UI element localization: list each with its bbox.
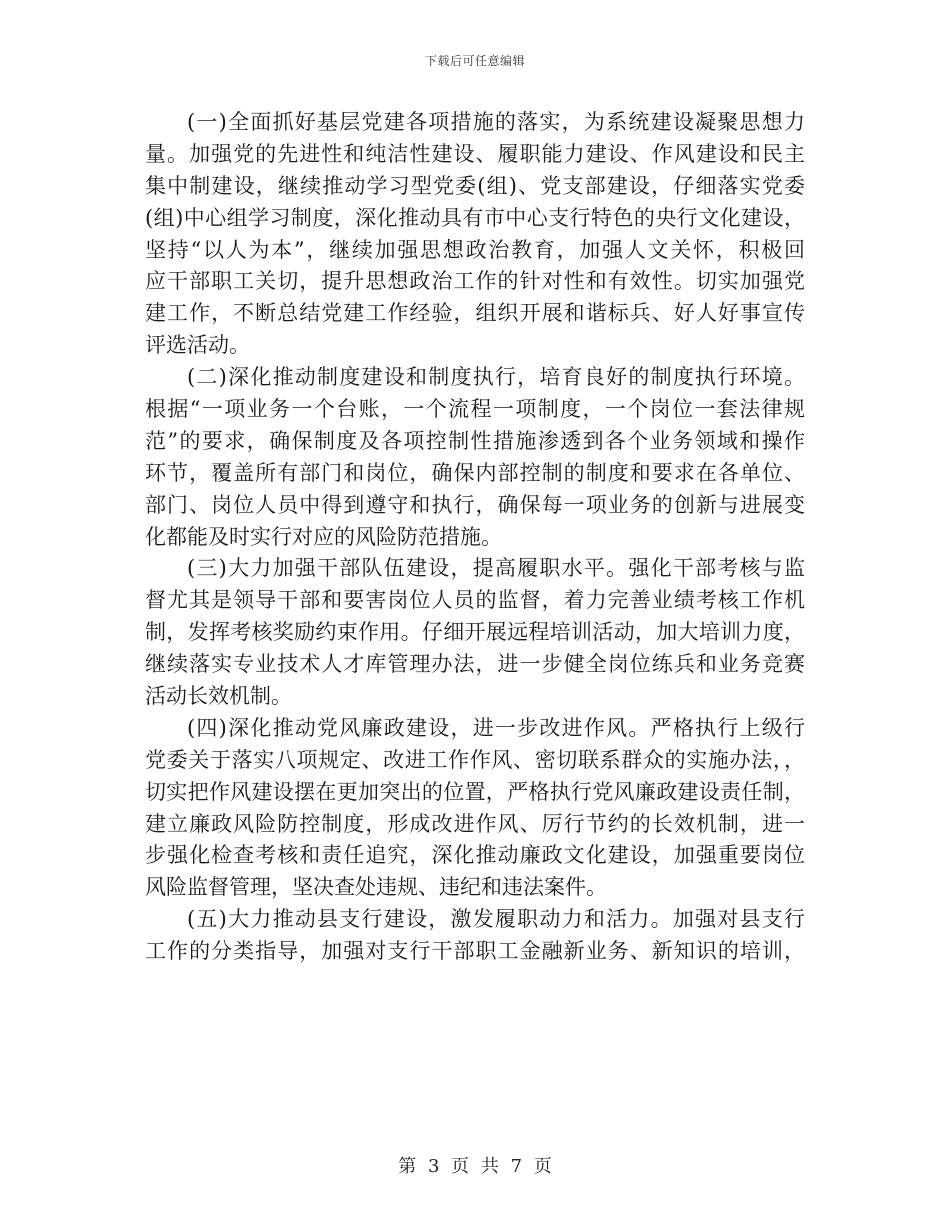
paragraph-line: 环节，覆盖所有部门和岗位，确保内部控制的制度和要求在各单位、 bbox=[145, 460, 805, 485]
paragraph-line: 量。加强党的先进性和纯洁性建设、履职能力建设、作风建设和民主 bbox=[145, 141, 805, 166]
paragraph-line: 风险监督管理，坚决查处违规、违纪和违法案件。 bbox=[145, 875, 607, 900]
paragraph-line: 部门、岗位人员中得到遵守和执行，确保每一项业务的创新与进展变 bbox=[145, 492, 805, 517]
paragraph-line: 活动长效机制。 bbox=[145, 684, 292, 709]
paragraph-line: 督尤其是领导干部和要害岗位人员的监督，着力完善业绩考核工作机 bbox=[145, 588, 805, 613]
paragraph-line: 制，发挥考核奖励约束作用。仔细开展远程培训活动，加大培训力度， bbox=[145, 620, 805, 645]
paragraph-line: 范”的要求，确保制度及各项控制性措施渗透到各个业务领域和操作 bbox=[145, 428, 805, 453]
paragraph-line: 切实把作风建设摆在更加突出的位置，严格执行党风廉政建设责任制， bbox=[145, 779, 805, 804]
paragraph-first-line: (三)大力加强干部队伍建设，提高履职水平。强化干部考核与监 bbox=[187, 556, 805, 581]
paragraph-line: 工作的分类指导，加强对支行干部职工金融新业务、新知识的培训， bbox=[145, 939, 805, 964]
paragraph-line: 建工作，不断总结党建工作经验，组织开展和谐标兵、好人好事宣传 bbox=[145, 301, 805, 326]
paragraph-line: 化都能及时实行对应的风险防范措施。 bbox=[145, 524, 502, 549]
paragraph-line: 建立廉政风险防控制度，形成改进作风、厉行节约的长效机制，进一 bbox=[145, 811, 805, 836]
paragraph-first-line: (二)深化推动制度建设和制度执行，培育良好的制度执行环境。 bbox=[187, 365, 805, 390]
paragraph-line: 评选活动。 bbox=[145, 333, 250, 358]
paragraph-first-line: (五)大力推动县支行建设，激发履职动力和活力。加强对县支行 bbox=[187, 907, 805, 932]
paragraph-line: 应干部职工关切，提升思想政治工作的针对性和有效性。切实加强党 bbox=[145, 269, 805, 294]
page-footer: 第 3 页 共 7 页 bbox=[398, 1156, 552, 1177]
paragraph-line: (组)中心组学习制度，深化推动具有市中心支行特色的央行文化建设， bbox=[145, 205, 805, 230]
paragraph-line: 坚持“以人为本”，继续加强思想政治教育，加强人文关怀，积极回 bbox=[145, 237, 805, 262]
paragraph-line: 集中制建设，继续推动学习型党委(组)、党支部建设，仔细落实党委 bbox=[145, 173, 805, 198]
paragraph-first-line: (一)全面抓好基层党建各项措施的落实，为系统建设凝聚思想力 bbox=[187, 110, 805, 134]
paragraph-first-line: (四)深化推动党风廉政建设，进一步改进作风。严格执行上级行 bbox=[187, 715, 805, 740]
document-body bbox=[145, 107, 805, 968]
paragraph-line: 根据“一项业务一个台账，一个流程一项制度，一个岗位一套法律规 bbox=[145, 397, 805, 422]
paragraph-line: 党委关于落实八项规定、改进工作作风、密切联系群众的实施办法，， bbox=[145, 747, 805, 772]
page-header: 下载后可任意编辑 bbox=[424, 54, 525, 68]
paragraph-line: 继续落实专业技术人才库管理办法，进一步健全岗位练兵和业务竞赛 bbox=[145, 652, 805, 677]
paragraph-line: 步强化检查考核和责任追究，深化推动廉政文化建设，加强重要岗位 bbox=[145, 843, 805, 868]
